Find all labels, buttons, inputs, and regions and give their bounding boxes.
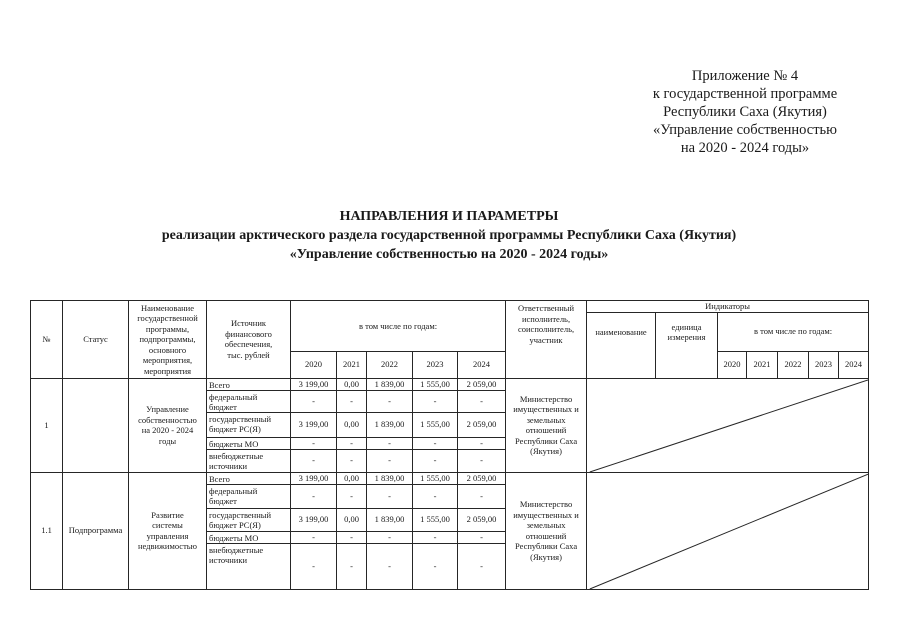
title-line: реализации арктического раздела государственной программы Республики Саха (Якутия): [161, 228, 737, 243]
value-2023: -: [413, 543, 458, 589]
row-name-text: Развитие системы управления недвижимостью: [137, 509, 198, 551]
source-label: федеральный бюджет: [207, 390, 291, 412]
header-name: Наименование государственной программы, подпрограммы, основного мероприятия, мероприятия: [129, 301, 207, 379]
title-line: «Управление собственностью на 2020 - 2024 годы»: [289, 247, 609, 262]
value-2021: 0,00: [337, 378, 367, 390]
value-2021: -: [337, 390, 367, 412]
appendix-line: Приложение № 4: [691, 68, 799, 84]
parameters-table: [30, 300, 869, 590]
value-2022: -: [367, 543, 413, 589]
value-2023: 1 555,00: [413, 472, 458, 484]
appendix-line: на 2020 - 2024 годы»: [680, 140, 810, 156]
source-label: внебюджетные источники: [207, 449, 291, 472]
value-2024: -: [458, 531, 506, 543]
source-label: государственный бюджет РС(Я): [207, 508, 291, 531]
appendix-line: к государственной программе: [652, 86, 838, 102]
value-2020: -: [291, 531, 337, 543]
value-2022: -: [367, 437, 413, 449]
source-label: внебюджетные источники: [207, 543, 291, 589]
row-responsible: Министерство имущественных и земельных отношений Республики Саха (Якутия): [506, 378, 587, 472]
value-2021: 0,00: [337, 412, 367, 437]
header-source: [207, 301, 291, 379]
diagonal-line: [590, 379, 868, 471]
diagonal-strike: [587, 473, 868, 589]
header-indicator-year: 2021: [747, 351, 778, 378]
row-num: 1: [31, 378, 63, 472]
row-num: 1.1: [31, 472, 63, 589]
value-2020: -: [291, 437, 337, 449]
appendix-line: «Управление собственностью: [653, 122, 837, 138]
header-indicator-unit: единица измерения: [656, 312, 718, 378]
value-2020: 3 199,00: [291, 378, 337, 390]
row-status: [63, 378, 129, 472]
value-2021: 0,00: [337, 508, 367, 531]
value-2023: 1 555,00: [413, 378, 458, 390]
value-2023: -: [413, 531, 458, 543]
value-2024: 2 059,00: [458, 472, 506, 484]
title-line: НАПРАВЛЕНИЯ И ПАРАМЕТРЫ: [339, 209, 559, 224]
header-indicator-by-years: в том числе по годам:: [718, 312, 869, 351]
diagonal-strike: [587, 379, 868, 472]
value-2024: -: [458, 390, 506, 412]
value-2023: -: [413, 437, 458, 449]
header-row: [31, 301, 869, 313]
appendix-line: Республики Саха (Якутия): [663, 104, 827, 120]
source-label: федеральный бюджет: [207, 484, 291, 508]
value-2022: -: [367, 449, 413, 472]
value-2023: -: [413, 390, 458, 412]
value-2023: 1 555,00: [413, 508, 458, 531]
value-2022: 1 839,00: [367, 472, 413, 484]
value-2020: 3 199,00: [291, 508, 337, 531]
source-label: бюджеты МО: [207, 437, 291, 449]
row-name: [129, 378, 207, 472]
source-label: Всего: [207, 378, 291, 390]
value-2022: -: [367, 531, 413, 543]
row-responsible: Министерство имущественных и земельных отношений Республики Саха (Якутия): [506, 472, 587, 589]
source-label: бюджеты МО: [207, 531, 291, 543]
value-2024: 2 059,00: [458, 378, 506, 390]
value-2024: -: [458, 449, 506, 472]
value-2021: -: [337, 484, 367, 508]
header-year: 2023: [413, 351, 458, 378]
value-2020: 3 199,00: [291, 472, 337, 484]
header-status: Статус: [63, 301, 129, 379]
value-2022: -: [367, 484, 413, 508]
source-label: государственный бюджет РС(Я): [207, 412, 291, 437]
row-name: [129, 472, 207, 589]
value-2024: -: [458, 437, 506, 449]
value-2020: -: [291, 390, 337, 412]
value-2020: -: [291, 484, 337, 508]
value-2023: -: [413, 449, 458, 472]
header-by-years: в том числе по годам:: [291, 301, 506, 352]
source-label: Всего: [207, 472, 291, 484]
value-2024: -: [458, 484, 506, 508]
header-indicator-name: наименование: [587, 312, 656, 378]
header-indicator-year: 2024: [839, 351, 869, 378]
value-2021: -: [337, 531, 367, 543]
header-year: 2020: [291, 351, 337, 378]
appendix-note: [639, 67, 851, 157]
value-2024: 2 059,00: [458, 508, 506, 531]
header-indicator-year: 2022: [778, 351, 809, 378]
value-2021: -: [337, 543, 367, 589]
value-2024: -: [458, 543, 506, 589]
value-2024: 2 059,00: [458, 412, 506, 437]
value-2023: 1 555,00: [413, 412, 458, 437]
header-indicator-year: 2020: [718, 351, 747, 378]
value-2022: 1 839,00: [367, 378, 413, 390]
row-status: Подпрограмма: [63, 472, 129, 589]
table-row: [31, 472, 869, 484]
indicators-empty-cell: [587, 378, 869, 472]
value-2021: 0,00: [337, 472, 367, 484]
value-2022: 1 839,00: [367, 508, 413, 531]
value-2023: -: [413, 484, 458, 508]
header-year: 2024: [458, 351, 506, 378]
value-2022: 1 839,00: [367, 412, 413, 437]
header-indicator-year: 2023: [809, 351, 839, 378]
document-title: [30, 207, 868, 264]
header-num: №: [31, 301, 63, 379]
indicators-empty-cell: [587, 472, 869, 589]
table-row: [31, 378, 869, 390]
header-year: 2021: [337, 351, 367, 378]
header-responsible: Ответственный исполнитель, соисполнитель, участник: [506, 301, 587, 379]
value-2021: -: [337, 449, 367, 472]
value-2020: 3 199,00: [291, 412, 337, 437]
value-2022: -: [367, 390, 413, 412]
header-indicators: Индикаторы: [587, 301, 869, 313]
header-source-text: Источник финансового обеспечения, тыс. рублей: [224, 318, 273, 360]
header-year: 2022: [367, 351, 413, 378]
diagonal-line: [590, 474, 868, 589]
value-2020: -: [291, 543, 337, 589]
value-2020: -: [291, 449, 337, 472]
row-name-text: Управление собственностью на 2020 - 2024 годы: [138, 404, 197, 446]
value-2021: -: [337, 437, 367, 449]
